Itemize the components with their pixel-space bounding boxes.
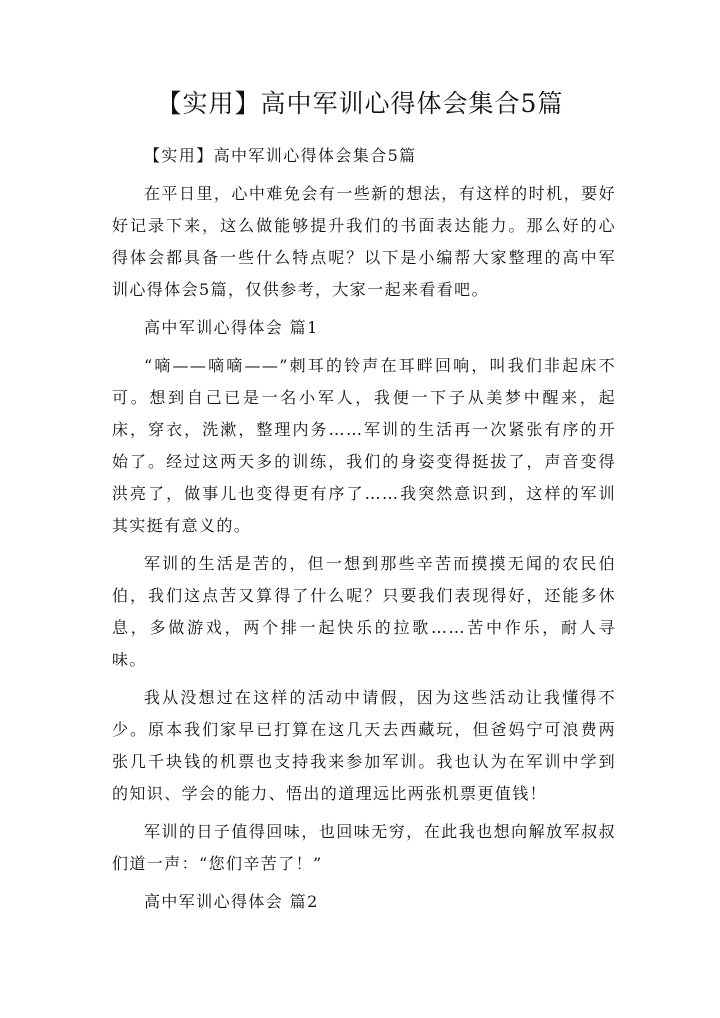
paragraph-2: 军训的生活是苦的，但一想到那些辛苦而摸摸无闻的农民伯伯，我们这点苦又算得了什么呢？只要我们表现得好，还能多休息，多做游戏，两个排一起快乐的拉歌……苦中作乐，耐人寻味。 [112, 554, 616, 669]
paragraph-4: 军训的日子值得回味，也回味无穷，在此我也想向解放军叔叔们道一声：“您们辛苦了！” [112, 822, 616, 873]
paragraph-3: 我从没想过在这样的活动中请假，因为这些活动让我懂得不少。原本我们家早已打算在这几天去西藏玩，但爸妈宁可浪费两张几千块钱的机票也支持我来参加军训。我也认为在军训中学到的知识、学会的能力、悟出的道理远比两张机票更值钱！ [112, 688, 616, 803]
document-body [112, 140, 616, 924]
paragraph-intro: 在平日里，心中难免会有一些新的想法，有这样的时机，要好好记录下来，这么做能够提升我们的书面表达能力。那么好的心得体会都具备一些什么特点呢？以下是小编帮大家整理的高中军训心得体会5篇，仅供参考，大家一起来看看吧。 [112, 184, 616, 299]
document-title: 【实用】高中军训心得体会集合5篇 [156, 89, 564, 118]
paragraph-1: “嘀——嘀嘀——”刺耳的铃声在耳畔回响，叫我们非起床不可。想到自己已是一名小军人，我便一下子从美梦中醒来，起床，穿衣，洗漱，整理内务……军训的生活再一次紧张有序的开始了。经过这两天多的训练，我们的身姿变得挺拔了，声音变得洪亮了，做事儿也变得更有序了……我突然意识到，这样的军训其实挺有意义的。 [112, 356, 616, 535]
section-heading-2: 高中军训心得体会 篇2 [144, 892, 319, 911]
paragraph-subtitle: 【实用】高中军训心得体会集合5篇 [144, 146, 417, 165]
section-heading-1: 高中军训心得体会 篇1 [144, 318, 319, 337]
